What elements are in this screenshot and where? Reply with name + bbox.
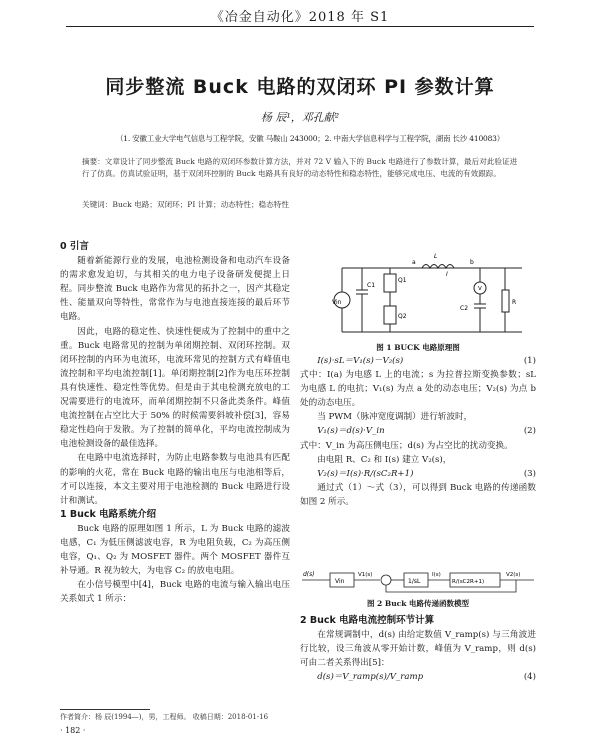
label-a: a xyxy=(412,259,416,266)
right-column-lower xyxy=(300,614,536,684)
paper-title: 同步整流 Buck 电路的双闭环 PI 参数计算 xyxy=(105,76,495,98)
equation-4-body: d(s)＝V_ramp(s)/V_ramp xyxy=(317,672,424,683)
figure-1-caption: 图 1 BUCK 电路原理图 xyxy=(376,343,460,352)
equation-4 xyxy=(300,670,536,684)
abstract: 摘要：文章设计了同步整流 Buck 电路的双闭环参数计算方法，并对 72 V 输入下的 Buck 电路进行了参数计算，最后对此验证进行了仿真。仿真试验证明，基于双闭环控制的 Buck 电路具有良好的动态特性和稳态特性，能够完成电压、电流的有效跟踪。 xyxy=(82,157,518,178)
equation-4-number: (4) xyxy=(523,672,536,683)
equation-1 xyxy=(300,354,536,368)
label-block-sl: 1/sL xyxy=(408,578,421,585)
footnote-rule xyxy=(60,709,150,710)
q2-mosfet xyxy=(384,306,396,324)
left-column xyxy=(60,240,290,606)
label-c1: C1 xyxy=(367,282,376,289)
equation-3-number: (3) xyxy=(523,468,536,479)
label-c2: C2 xyxy=(460,305,469,312)
affiliation: （1. 安徽工业大学电气信息与工程学院，安徽 马鞍山 243000；2. 中南大学信息科学与工程学院，湖南 长沙 410083） xyxy=(115,134,505,143)
label-r: R xyxy=(512,299,517,306)
page-number: · 182 · xyxy=(60,726,86,735)
keywords: 关键词：Buck 电路；双闭环；PI 计算；动态特性；稳态特性 xyxy=(82,200,289,209)
intro-paragraph-1: 随着新能源行业的发展，电池检测设备和电动汽车设备的需求愈发迫切，与其相关的电力电子设备研发便提上日程。同步整流 Buck 电路作为常见的拓扑之一，因产其稳定性、能量双向等特性，常常作为与电池直接连接的最后环节电路。 xyxy=(60,256,290,323)
c2-capacitor xyxy=(474,268,486,332)
circuit-rails xyxy=(342,268,522,332)
label-i: I(s) xyxy=(432,572,441,578)
header-rule xyxy=(66,26,534,27)
label-q1: Q1 xyxy=(398,277,407,284)
q1-mosfet xyxy=(384,274,396,292)
section-2-heading: 2 Buck 电路电流控制环节计算 xyxy=(300,615,435,626)
intro-paragraph-2: 因此，电路的稳定性、快速性便成为了控制中的重中之重。Buck 电路常见的控制为单闭期控制、双闭环控制。双闭环控制的内环为电流环，电流环常见的控制方式有峰值电流控制和平均电流控制[1]。单闭期控制[2]作为电压环控制具有快速性、稳定性等优势。但是由于其电检测充放电的工况需要进行的电流环，而单闭期控制不只备此类条件。峰值电流控制在占空比大于 50% 的时候需要斜坡补偿[3]，容易稳定性趋向于发散。为了控制的简单化，平均电流控制成为电池检测设备的最佳选择。 xyxy=(60,326,290,450)
author-footnote: 作者简介：杨 辰(1994—)，男，工程师。 收稿日期：2018-01-16 xyxy=(60,713,269,721)
c1-capacitor xyxy=(356,268,368,332)
label-d: d(s) xyxy=(303,571,315,578)
figure-2-caption: 图 2 Buck 电路传递函数模型 xyxy=(366,599,470,608)
equation-2-body: V₁(s)＝d(s)·V_in xyxy=(317,426,385,437)
label-vin: Vin xyxy=(332,299,342,306)
label-b: b xyxy=(470,259,474,266)
equation-3 xyxy=(300,467,536,481)
label-v1: V1(s) xyxy=(358,572,373,578)
pwm-paragraph: 当 PWM（脉冲宽度调制）进行斩波时， xyxy=(317,412,473,423)
intro-paragraph-3: 在电路中电流选择时，为防止电路参数与电池具有匹配的影响的火花，常在 Buck 电路的输出电压与电池相等后，才可以连接，本文主要对用于电池检测的 Buck 电路进行设计和测试。 xyxy=(60,453,290,506)
figure-2-block-diagram xyxy=(300,566,536,594)
resistor-r xyxy=(502,290,509,312)
equation-2 xyxy=(300,424,536,438)
label-block-vin: Vin xyxy=(335,578,345,585)
right-column xyxy=(300,354,536,509)
section-0-heading: 0 引言 xyxy=(60,241,89,252)
section2-paragraph: 在常规调制中，d(s) 由给定数值 V_ramp(s) 与三角波进行比较，设三角波从零开始计数，峰值为 V_ramp，则 d(s) 可由二者关系得出[5]： xyxy=(300,630,536,669)
section1-paragraph-2: 在小信号模型中[4]，Buck 电路的电流与输入输出电压关系如式 1 所示： xyxy=(60,580,290,605)
label-q2: Q2 xyxy=(398,313,407,320)
journal-header: 《冶金自动化》2018 年 S1 xyxy=(210,10,390,25)
label-v2: V2(s) xyxy=(506,572,521,578)
label-block-r: R/(sC2R+1) xyxy=(452,579,485,585)
eq3-intro: 由电阻 R、C₂ 和 I(s) 建立 V₂(s)， xyxy=(317,454,452,465)
label-current-i: I xyxy=(446,271,448,278)
figure-1-circuit xyxy=(312,240,532,340)
equation-1-number: (1) xyxy=(523,356,536,366)
summing-junction xyxy=(381,575,391,585)
inductor-l xyxy=(422,265,454,269)
section-1-heading: 1 Buck 电路系统介绍 xyxy=(60,508,157,520)
label-l: L xyxy=(434,253,438,260)
transfer-function-paragraph: 通过式（1）～式（3），可以得到 Buck 电路的传递函数如图 2 所示。 xyxy=(300,482,536,507)
authors: 杨 辰¹，邓孔献² xyxy=(260,111,340,124)
equation-1-body: I(s)·sL＝V₁(s)－V₂(s) xyxy=(317,356,404,366)
equation-3-body: V₂(s)＝I(s)·R/(sC₂R+1) xyxy=(317,468,414,479)
equation-2-number: (2) xyxy=(523,426,536,437)
label-ammeter-v: V xyxy=(478,286,482,292)
eq2-explanation: 式中：V_in 为高压侧电压；d(s) 为占空比的扰动变换。 xyxy=(300,440,513,451)
section1-paragraph-1: Buck 电路的原理如图 1 所示，L 为 Buck 电路的滤波电感，C₁ 为低压侧滤波电容，R 为电阻负载，C₂ 为高压侧电容，Q₁、Q₂ 为 MOSFET 器件。两个 MOSFET 器件互补导通。R 视为较大，为电容 C₂ 的放电电阻。 xyxy=(60,523,290,577)
eq1-explanation: 式中：I(a) 为电感 L 上的电流；s 为拉普拉斯变换参数；sL 为电感 L 的电抗；V₁(s) 为点 a 处的动态电压；V₂(s) 为点 b 处的动态电压。 xyxy=(300,370,536,409)
